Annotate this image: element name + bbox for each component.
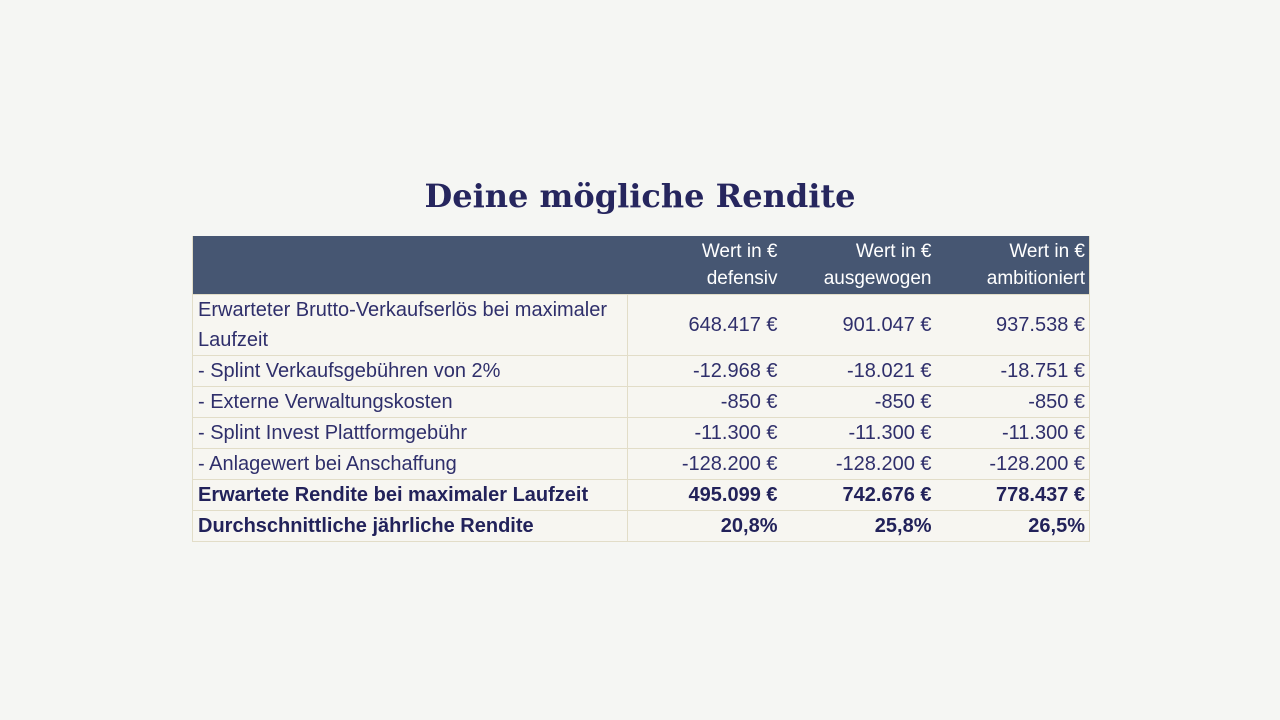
row-label: - Splint Verkaufsgebühren von 2%: [193, 356, 628, 387]
header-defensiv-line2: defensiv: [706, 268, 778, 289]
cell-defensiv: 20,8%: [628, 511, 782, 542]
cell-defensiv: 648.417 €: [628, 295, 782, 356]
cell-ambitioniert: -11.300 €: [936, 418, 1090, 449]
cell-ausgewogen: 25,8%: [782, 511, 936, 542]
header-ausgewogen-line2: ausgewogen: [823, 268, 932, 289]
cell-ausgewogen: -128.200 €: [782, 449, 936, 480]
cell-ambitioniert: -128.200 €: [936, 449, 1090, 480]
table-row-verwaltungskosten: [193, 387, 1090, 418]
row-label: - Splint Invest Plattformgebühr: [193, 418, 628, 449]
table-header-row: [193, 236, 1090, 295]
cell-ausgewogen: 901.047 €: [782, 295, 936, 356]
table-row-anlagewert: [193, 449, 1090, 480]
header-ambitioniert: [936, 236, 1090, 295]
table-row-verkaufsgebuehren: [193, 356, 1090, 387]
cell-defensiv: -128.200 €: [628, 449, 782, 480]
row-label: Erwartete Rendite bei maximaler Laufzeit: [193, 480, 628, 511]
header-ausgewogen-line1: Wert in €: [855, 241, 932, 262]
header-ambitioniert-line2: ambitioniert: [986, 268, 1085, 289]
cell-ausgewogen: -11.300 €: [782, 418, 936, 449]
header-defensiv-line1: Wert in €: [701, 241, 778, 262]
cell-ambitioniert: -18.751 €: [936, 356, 1090, 387]
cell-defensiv: -11.300 €: [628, 418, 782, 449]
header-label-cell: [193, 236, 628, 295]
cell-ausgewogen: -18.021 €: [782, 356, 936, 387]
returns-table: [192, 236, 1090, 542]
row-label: - Anlagewert bei Anschaffung: [193, 449, 628, 480]
header-defensiv: [628, 236, 782, 295]
cell-ambitioniert: 937.538 €: [936, 295, 1090, 356]
cell-defensiv: -12.968 €: [628, 356, 782, 387]
cell-ambitioniert: 26,5%: [936, 511, 1090, 542]
cell-ambitioniert: -850 €: [936, 387, 1090, 418]
cell-ambitioniert: 778.437 €: [936, 480, 1090, 511]
cell-ausgewogen: -850 €: [782, 387, 936, 418]
row-label: Durchschnittliche jährliche Rendite: [193, 511, 628, 542]
table-row-brutto: [193, 295, 1090, 356]
page-title: Deine mögliche Rendite: [424, 177, 856, 215]
header-ambitioniert-line1: Wert in €: [1009, 241, 1085, 262]
row-label: - Externe Verwaltungskosten: [193, 387, 628, 418]
table-row-erwartete-rendite: [193, 480, 1090, 511]
header-ausgewogen: [782, 236, 936, 295]
row-label: Erwarteter Brutto-Verkaufserlös bei maximaler Laufzeit: [193, 295, 628, 356]
cell-defensiv: -850 €: [628, 387, 782, 418]
table-row-jaehrliche-rendite: [193, 511, 1090, 542]
cell-ausgewogen: 742.676 €: [782, 480, 936, 511]
cell-defensiv: 495.099 €: [628, 480, 782, 511]
table-row-plattformgebuehr: [193, 418, 1090, 449]
